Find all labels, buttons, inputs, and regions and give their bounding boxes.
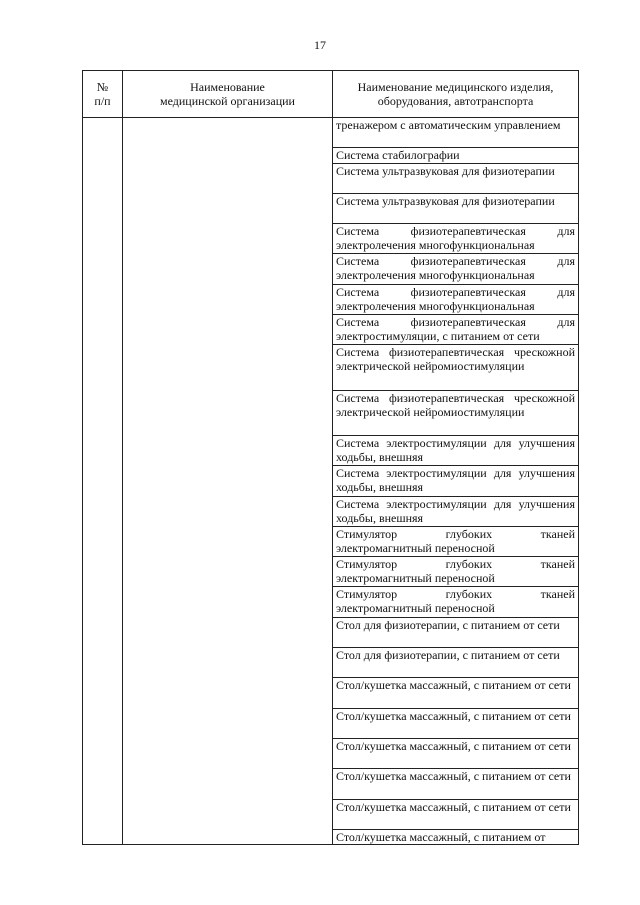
organization-cell xyxy=(123,118,333,845)
device-cell xyxy=(333,496,579,526)
header-number: № п/п xyxy=(83,71,123,118)
device-cell xyxy=(333,254,579,284)
device-cell xyxy=(333,284,579,314)
device-name: Система электростимуляции для улучшения ходьбы, внешняя xyxy=(336,496,575,525)
device-name: Система ультразвуковая для физиотерапии xyxy=(336,193,555,208)
device-cell xyxy=(333,315,579,345)
device-cell xyxy=(333,390,579,435)
device-name: Стол/кушетка массажный, с питанием от сети xyxy=(336,799,571,814)
device-name: тренажером с автоматическим управлением xyxy=(336,118,561,132)
device-name: Стол/кушетка массажный, с питанием от сети xyxy=(336,708,571,723)
device-name: Стимулятор глубоких тканей электромагнитный переносной xyxy=(336,526,575,555)
header-device: Наименование медицинского изделия, оборудования, автотранспорта xyxy=(333,71,579,118)
device-cell xyxy=(333,224,579,254)
device-name: Стол/кушетка массажный, с питанием от xyxy=(336,829,546,844)
device-name: Система физиотерапевтическая чрескожной электрической нейромиостимуляции xyxy=(336,390,575,419)
device-name: Система электростимуляции для улучшения ходьбы, внешняя xyxy=(336,466,575,495)
device-name: Система физиотерапевтическая для электростимуляции, с питанием от сети xyxy=(336,315,575,344)
device-name: Стимулятор глубоких тканей электромагнитный переносной xyxy=(336,557,575,586)
device-cell xyxy=(333,708,579,738)
page-number: 17 xyxy=(314,38,326,52)
device-cell xyxy=(333,118,579,148)
device-cell xyxy=(333,435,579,465)
device-name: Система физиотерапевтическая для электролечения многофункциональная xyxy=(336,254,575,283)
device-name: Стол/кушетка массажный, с питанием от сети xyxy=(336,738,571,753)
device-cell xyxy=(333,799,579,829)
device-name: Стол для физиотерапии, с питанием от сети xyxy=(336,648,560,663)
device-name: Система физиотерапевтическая для электролечения многофункциональная xyxy=(336,224,575,253)
device-cell xyxy=(333,193,579,223)
device-name: Система физиотерапевтическая для электролечения многофункциональная xyxy=(336,284,575,313)
device-name: Система ультразвуковая для физиотерапии xyxy=(336,163,555,178)
table-header-row xyxy=(83,71,579,118)
device-name: Стол/кушетка массажный, с питанием от сети xyxy=(336,678,571,693)
device-cell xyxy=(333,345,579,390)
device-cell xyxy=(333,678,579,708)
device-cell xyxy=(333,617,579,647)
device-name: Система физиотерапевтическая чрескожной электрической нейромиостимуляции xyxy=(336,345,575,374)
device-cell xyxy=(333,829,579,844)
device-name: Система электростимуляции для улучшения ходьбы, внешняя xyxy=(336,435,575,464)
device-cell xyxy=(333,587,579,617)
device-name: Система стабилографии xyxy=(336,148,460,163)
header-organization: Наименование медицинской организации xyxy=(123,71,333,118)
device-name: Стимулятор глубоких тканей электромагнитный переносной xyxy=(336,587,575,616)
device-cell xyxy=(333,557,579,587)
device-cell xyxy=(333,148,579,163)
device-cell xyxy=(333,163,579,193)
number-cell xyxy=(83,118,123,845)
equipment-table xyxy=(82,70,579,845)
device-cell xyxy=(333,466,579,496)
table-row xyxy=(83,118,579,148)
device-cell xyxy=(333,648,579,678)
device-name: Стол/кушетка массажный, с питанием от сети xyxy=(336,769,571,784)
device-cell xyxy=(333,769,579,799)
device-cell xyxy=(333,526,579,556)
device-name: Стол для физиотерапии, с питанием от сети xyxy=(336,617,560,632)
device-cell xyxy=(333,738,579,768)
